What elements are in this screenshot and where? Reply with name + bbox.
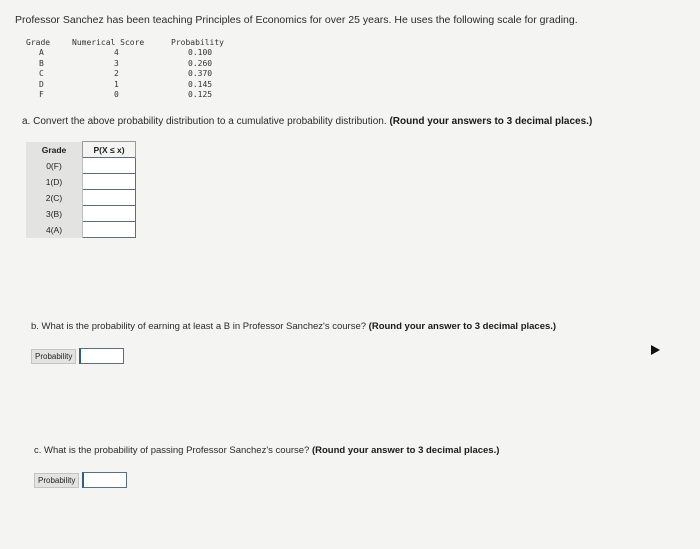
table-row	[26, 190, 136, 206]
scale-score: 1	[114, 79, 119, 89]
scale-score: 2	[114, 69, 119, 78]
probability-label: Probability	[34, 473, 79, 488]
question-b-text: b. What is the probability of earning at least a B in Professor Sanchez's course?	[31, 321, 367, 332]
question-a-text: a. Convert the above probability distribution to a cumulative probability distribution.	[22, 116, 387, 127]
scale-grade: A	[39, 48, 44, 57]
scale-score: 4	[114, 48, 119, 57]
scale-grade: C	[39, 69, 44, 78]
answer-c	[34, 472, 127, 488]
scale-score: 3	[114, 58, 119, 68]
question-b	[31, 321, 556, 332]
intro-text: Professor Sanchez has been teaching Principles of Economics for over 25 years. He uses the following scale for grading.	[15, 14, 578, 26]
scale-probabilities-column	[188, 48, 212, 101]
scale-probability: 0.370	[188, 69, 213, 78]
probability-label: Probability	[31, 349, 76, 364]
answer-b	[31, 348, 124, 364]
scale-header-grade: Grade	[26, 38, 51, 47]
cum-prob-input-c[interactable]	[83, 190, 135, 205]
cum-prob-input-f[interactable]	[83, 158, 135, 173]
question-a-instruction: (Round your answers to 3 decimal places.)	[389, 116, 593, 127]
cumulative-table	[26, 141, 136, 238]
cum-header-grade: Grade	[26, 142, 83, 158]
table-row	[26, 174, 136, 190]
table-row	[26, 222, 136, 238]
cum-prob-input-a[interactable]	[83, 222, 135, 237]
probability-input-b[interactable]	[81, 351, 123, 365]
scale-probability: 0.125	[188, 90, 213, 99]
mouse-cursor-icon	[651, 345, 660, 355]
scale-grades-column	[39, 48, 44, 101]
question-c	[34, 445, 499, 456]
scale-score: 0	[114, 90, 119, 99]
scale-scores-column	[114, 48, 119, 101]
cum-row-grade: 0(F)	[26, 158, 83, 174]
scale-header-probability: Probability	[171, 38, 224, 47]
cum-row-grade: 4(A)	[26, 222, 83, 238]
scale-probability: 0.100	[188, 48, 213, 57]
probability-input-c[interactable]	[84, 475, 126, 489]
cum-row-grade: 1(D)	[26, 174, 83, 190]
cum-header-prob: P(X ≤ x)	[83, 142, 136, 158]
table-row	[26, 158, 136, 174]
question-c-text: c. What is the probability of passing Professor Sanchez's course?	[34, 445, 310, 456]
scale-probability: 0.145	[188, 79, 213, 89]
scale-header-score: Numerical Score	[72, 38, 145, 47]
scale-grade: D	[39, 79, 44, 89]
table-row	[26, 206, 136, 222]
cum-prob-input-d[interactable]	[83, 174, 135, 189]
scale-probability: 0.260	[188, 58, 213, 68]
scale-grade: B	[39, 58, 44, 68]
scale-grade: F	[39, 90, 44, 99]
question-c-instruction: (Round your answer to 3 decimal places.)	[311, 445, 500, 456]
question-a	[22, 116, 592, 127]
cum-row-grade: 2(C)	[26, 190, 83, 206]
cum-prob-input-b[interactable]	[83, 206, 135, 221]
cum-row-grade: 3(B)	[26, 206, 83, 222]
question-b-instruction: (Round your answer to 3 decimal places.)	[368, 321, 557, 332]
